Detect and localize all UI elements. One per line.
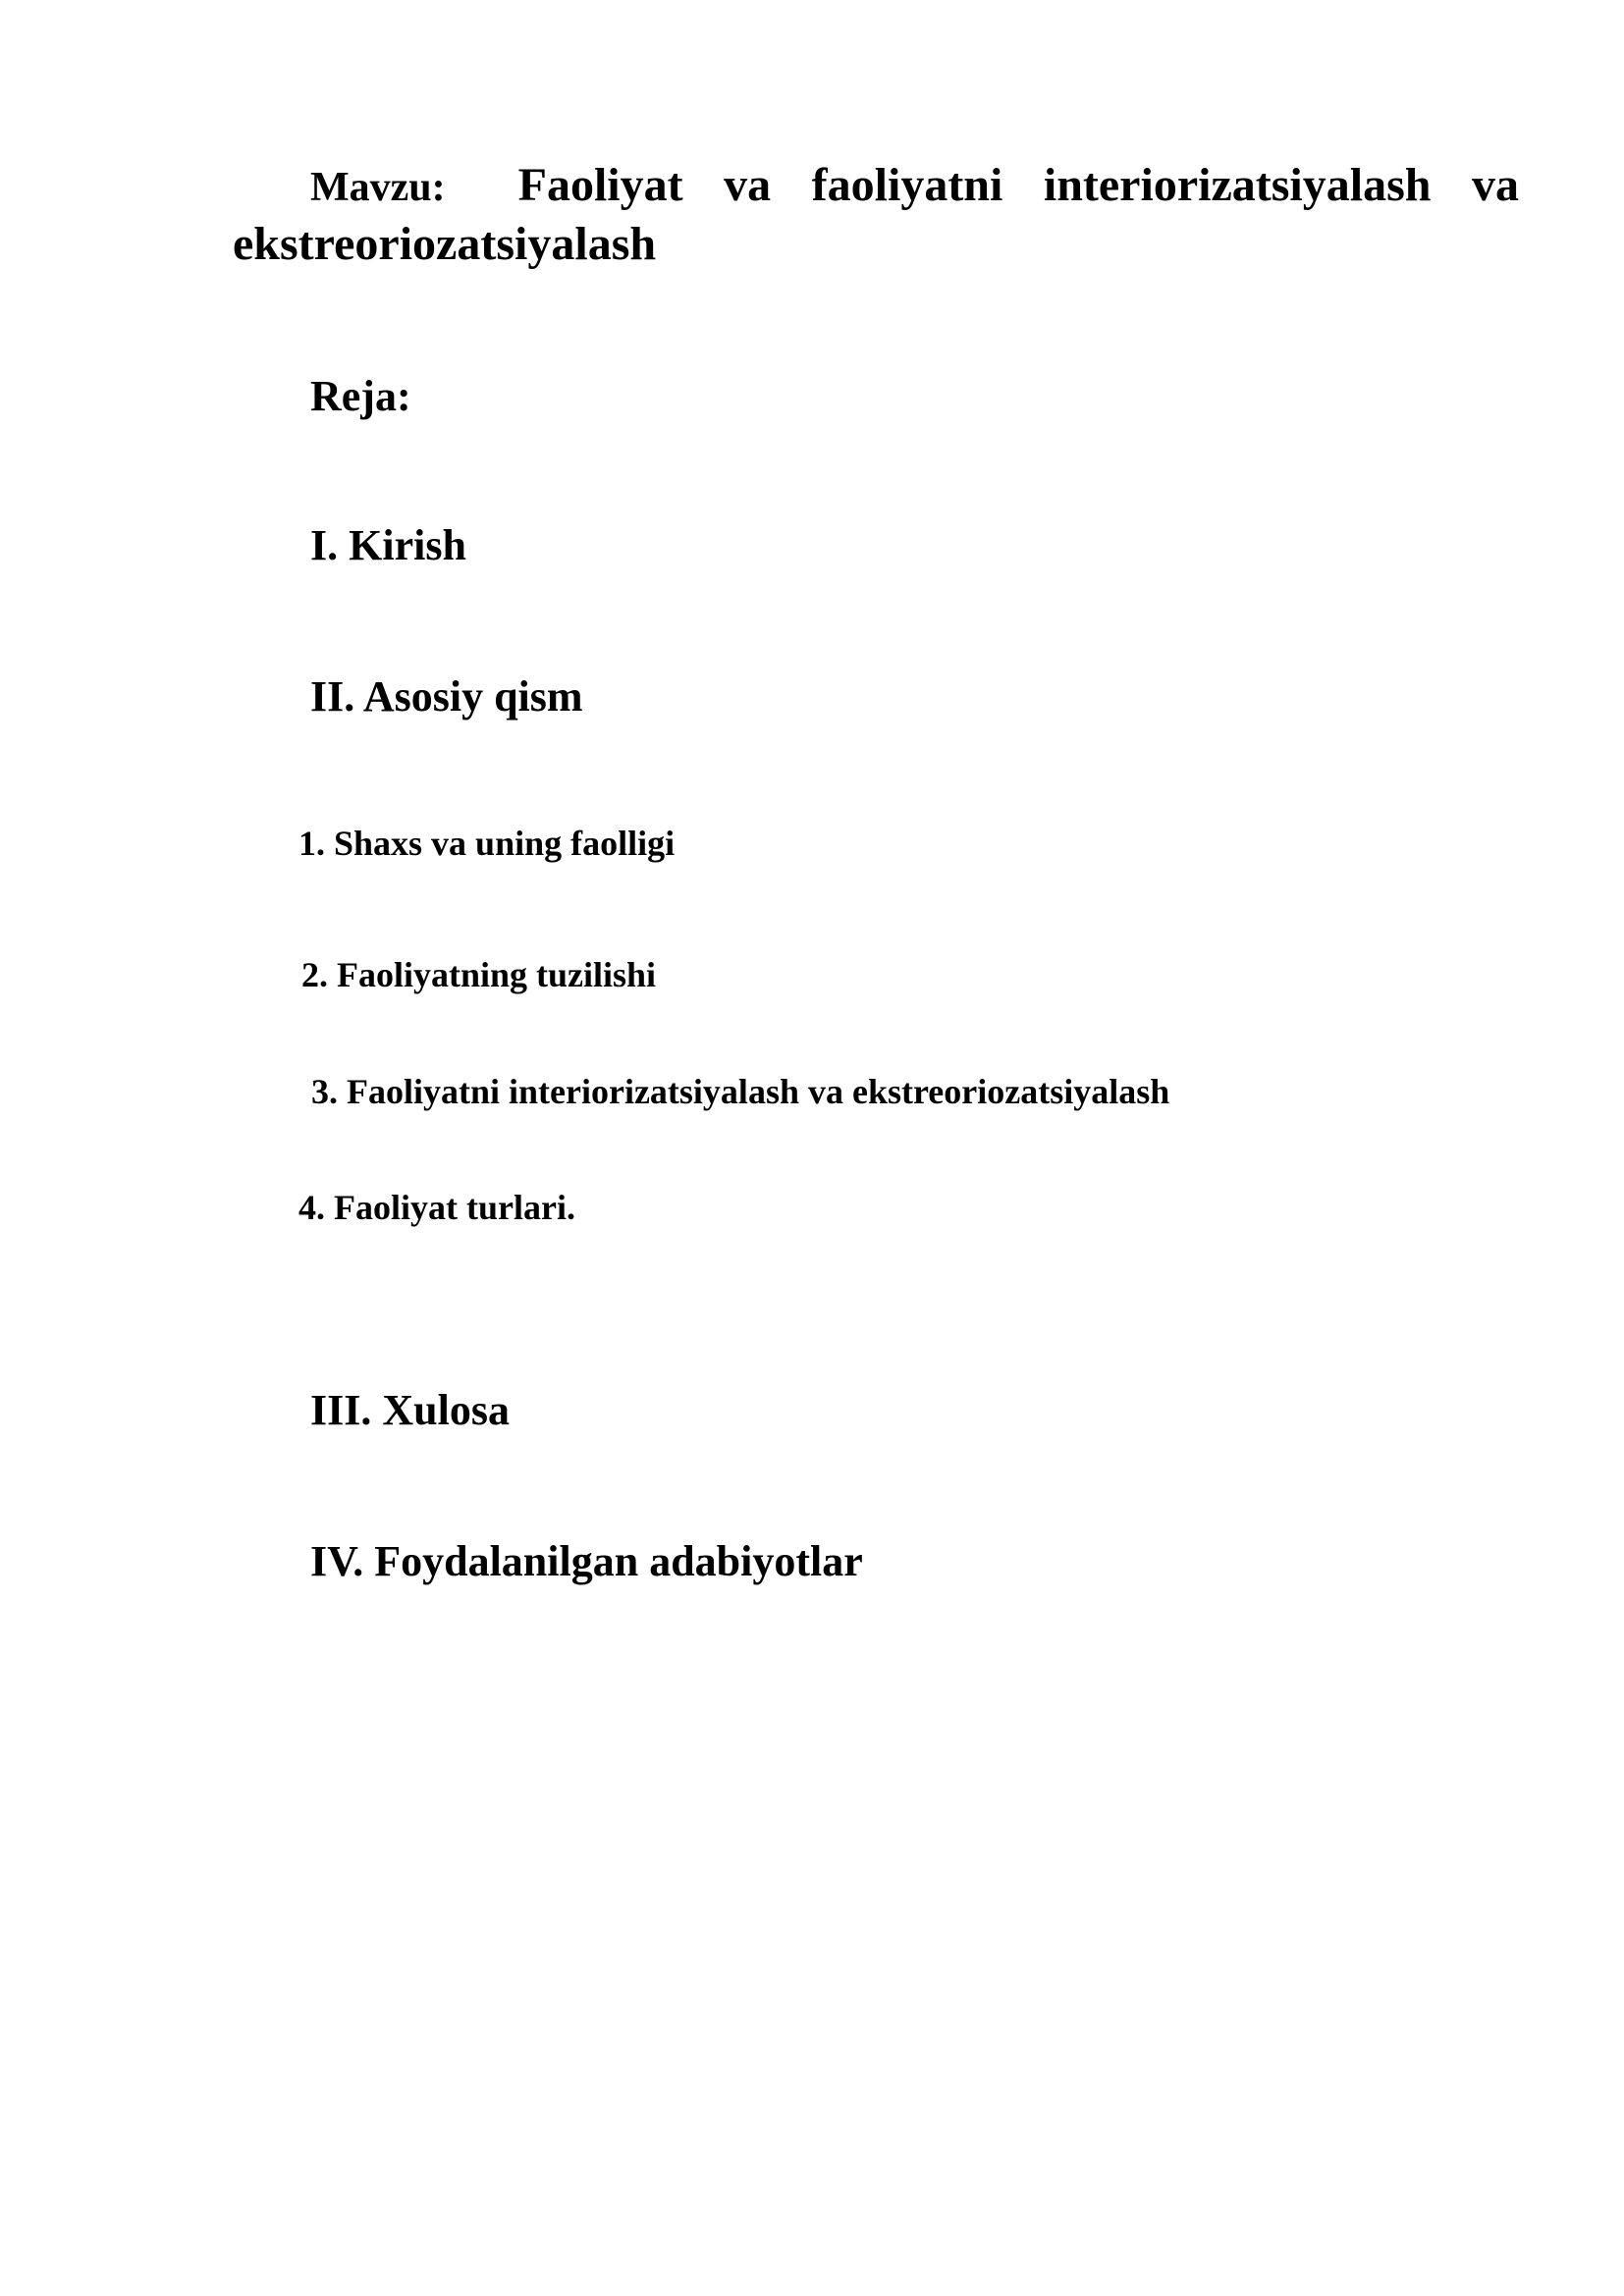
subsection-1: 1. Shaxs va uning faolligi xyxy=(298,824,676,863)
section-references: IV. Foydalanilgan adabiyotlar xyxy=(310,1537,863,1585)
subsection-4: 4. Faoliyat turlari. xyxy=(298,1188,575,1227)
subsection-2: 2. Faoliyatning tuzilishi xyxy=(301,955,657,994)
section-introduction: I. Kirish xyxy=(310,521,466,569)
plan-heading: Reja: xyxy=(310,372,411,420)
topic-label: Mavzu: xyxy=(310,165,446,210)
topic-title: Faoliyat va faoliyatni interiorizatsiyalash va ekstreoriozatsiyalash xyxy=(233,159,1519,270)
section-main-part: II. Asosiy qism xyxy=(310,672,583,721)
subsection-3: 3. Faoliyatni interiorizatsiyalash va ekstreoriozatsiyalash xyxy=(311,1072,1170,1111)
section-conclusion: III. Xulosa xyxy=(310,1386,510,1434)
topic-heading xyxy=(233,157,1519,272)
